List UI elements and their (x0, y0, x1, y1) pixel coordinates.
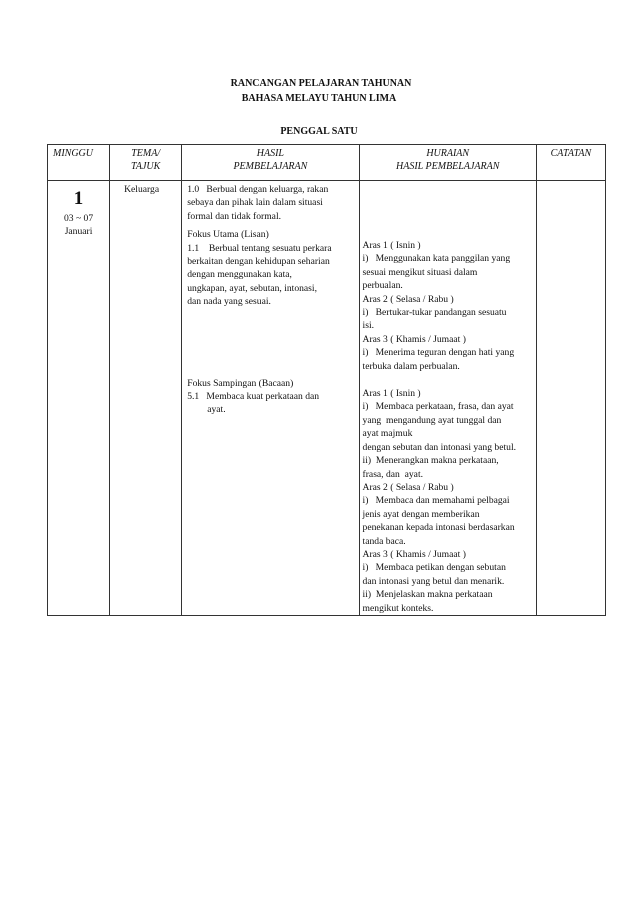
header-tema-line-1: TEMA/ (131, 148, 161, 159)
huraian-line: Aras 1 ( Isnin ) (362, 240, 421, 251)
cell-huraian (359, 181, 536, 616)
huraian-line: ii) Menerangkan makna perkataan, (362, 455, 499, 467)
header-catatan (536, 145, 605, 181)
hasil-line: berkaitan dengan kehidupan seharian (187, 256, 330, 268)
document-title-line-1: RANCANGAN PELAJARAN TAHUNAN (230, 78, 412, 89)
huraian-line: i) Membaca petikan dengan sebutan (362, 562, 506, 574)
huraian-line: Aras 1 ( Isnin ) (362, 388, 421, 400)
header-tema-line-2: TAJUK (131, 161, 161, 172)
table-row (48, 181, 606, 616)
hasil-line: ayat. (207, 404, 226, 416)
hasil-line: 1.0 Berbual dengan keluarga, rakan (187, 184, 329, 195)
header-huraian-line-2: HASIL PEMBELAJARAN (395, 161, 500, 172)
huraian-line: dan intonasi yang betul dan menarik. (362, 575, 505, 587)
huraian-line: ayat majmuk (362, 428, 413, 440)
huraian-line: i) Menggunakan kata panggilan yang (362, 253, 511, 265)
hasil-line: sebaya dan pihak lain dalam situasi (187, 197, 323, 209)
huraian-line: mengikut konteks. (362, 602, 434, 614)
huraian-line: penekanan kepada intonasi berdasarkan (362, 522, 515, 534)
huraian-line: Aras 2 ( Selasa / Rabu ) (362, 293, 454, 305)
huraian-line: dengan sebutan dan intonasi yang betul. (362, 441, 517, 453)
huraian-line: sesuai mengikut situasi dalam (362, 266, 478, 278)
huraian-line: perbualan. (362, 280, 403, 292)
header-catatan-label: CATATAN (550, 148, 592, 159)
hasil-line: dengan menggunakan kata, (187, 269, 292, 281)
cell-tema (110, 181, 182, 616)
cell-hasil (182, 181, 359, 616)
header-minggu-label: MINGGU (53, 148, 93, 159)
huraian-line: frasa, dan ayat. (362, 468, 424, 480)
header-huraian-line-1: HURAIAN (426, 148, 470, 159)
header-tema (110, 145, 182, 181)
hasil-line: 1.1 Berbual tentang sesuatu perkara (187, 242, 332, 254)
huraian-line: terbuka dalam perbualan. (362, 360, 460, 372)
huraian-line: ii) Menjelaskan makna perkataan (362, 589, 493, 601)
huraian-line: yang mengandung ayat tunggal dan (362, 414, 502, 426)
huraian-line: tanda baca. (362, 535, 406, 547)
header-huraian (359, 145, 536, 181)
document-subtitle: PENGGAL SATU (280, 126, 358, 137)
huraian-line: jenis ayat dengan memberikan (362, 508, 480, 520)
huraian-line: isi. (362, 320, 375, 332)
huraian-line: Aras 3 ( Khamis / Jumaat ) (362, 333, 466, 345)
huraian-line: i) Menerima teguran dengan hati yang (362, 347, 515, 359)
header-hasil (182, 145, 359, 181)
hasil-line: 5.1 Membaca kuat perkataan dan (187, 391, 320, 403)
week-number: 1 (73, 188, 84, 209)
fokus-utama-label: Fokus Utama (Lisan) (187, 229, 269, 241)
huraian-line: i) Membaca dan memahami pelbagai (362, 495, 510, 507)
document-title-line-2: BAHASA MELAYU TAHUN LIMA (241, 93, 397, 104)
header-hasil-line-2: PEMBELAJARAN (233, 161, 308, 172)
cell-minggu (48, 181, 110, 616)
hasil-line: ungkapan, ayat, sebutan, intonasi, (187, 282, 317, 294)
tema-text: Keluarga (124, 184, 160, 195)
week-dates: 03 ~ 07 (63, 213, 94, 224)
huraian-line: i) Bertukar-tukar pandangan sesuatu (362, 307, 507, 319)
huraian-line: Aras 3 ( Khamis / Jumaat ) (362, 548, 466, 560)
header-minggu (48, 145, 110, 181)
hasil-line: dan nada yang sesuai. (187, 296, 271, 308)
lesson-plan-table (47, 144, 606, 616)
week-month: Januari (64, 226, 93, 238)
header-hasil-line-1: HASIL (256, 148, 284, 159)
fokus-sampingan-label: Fokus Sampingan (Bacaan) (187, 377, 294, 389)
huraian-line: i) Membaca perkataan, frasa, dan ayat (362, 401, 514, 413)
huraian-line: Aras 2 ( Selasa / Rabu ) (362, 481, 454, 493)
cell-catatan (536, 181, 605, 616)
hasil-line: formal dan tidak formal. (187, 210, 282, 222)
table-header-row (48, 145, 606, 181)
